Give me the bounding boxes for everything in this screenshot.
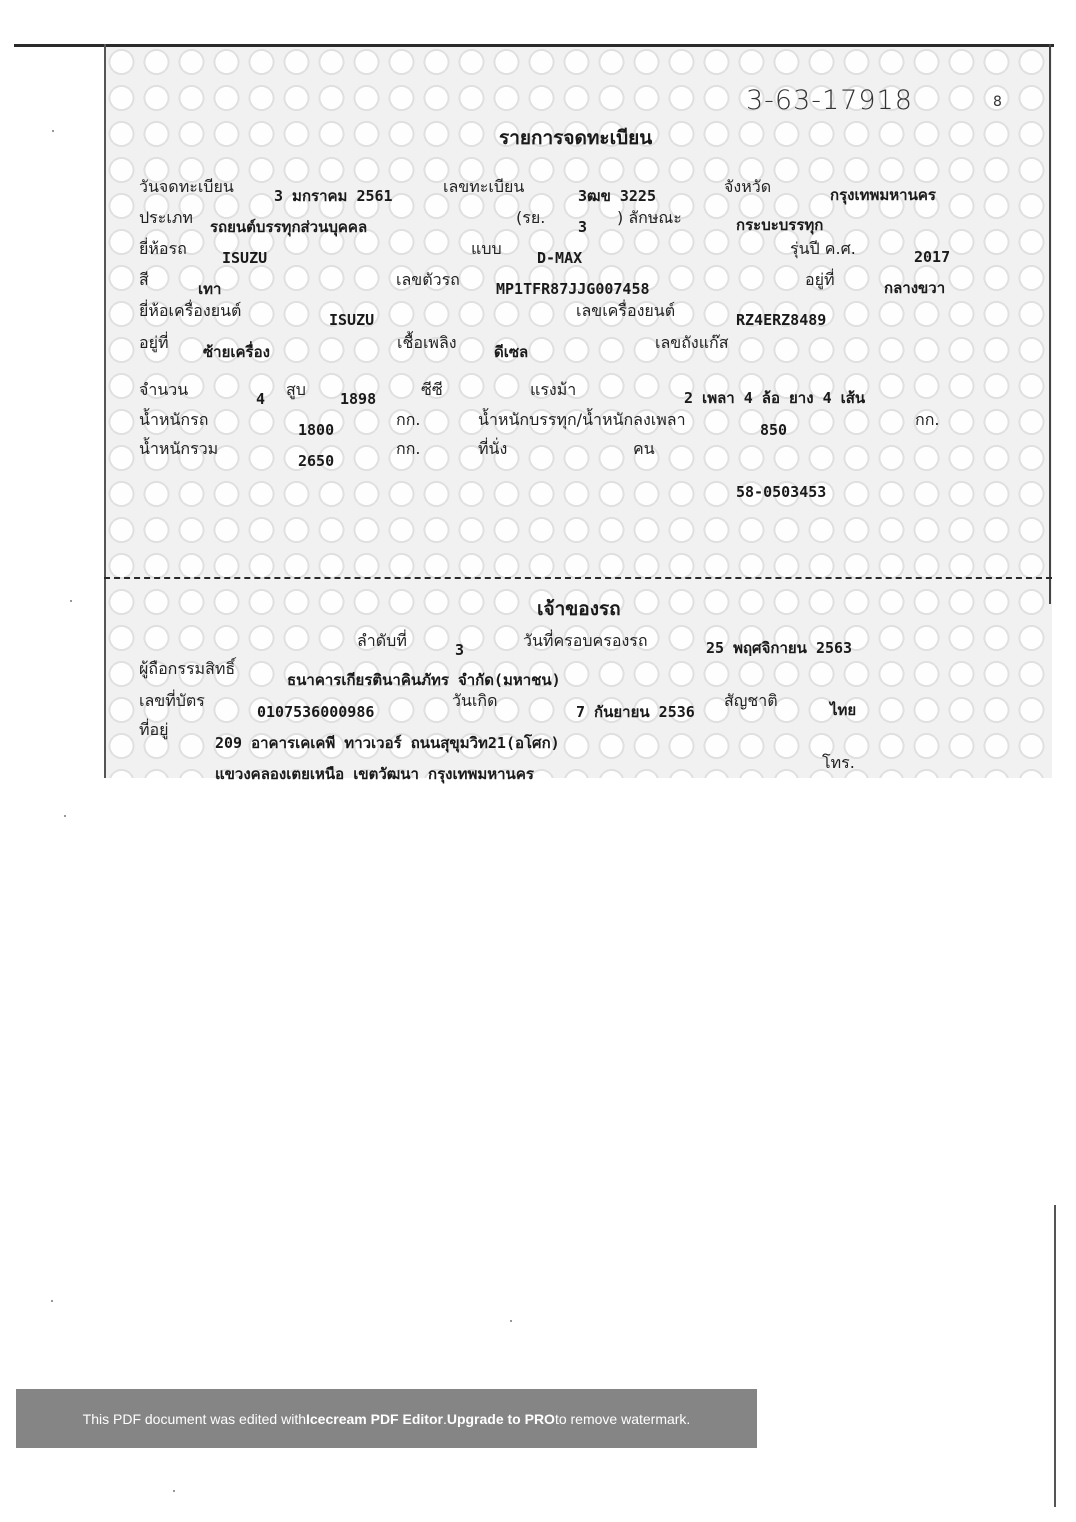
color-value: เทา xyxy=(198,280,222,298)
model-value: D-MAX xyxy=(537,249,583,267)
watermark-product: Icecream PDF Editor xyxy=(306,1410,443,1427)
possession-date-value: 25 พฤศจิกายน 2563 xyxy=(706,639,853,657)
brand-value: ISUZU xyxy=(222,249,268,267)
birth-value: 7 กันยายน 2536 xyxy=(576,703,695,721)
watermark-text-pre: This PDF document was edited with xyxy=(82,1410,306,1427)
horsepower-label: แรงม้า xyxy=(530,380,577,399)
id-label: เลขที่บัตร xyxy=(139,691,205,710)
chassis-loc-value: กลางขวา xyxy=(884,279,946,297)
cylinders-value: 4 xyxy=(256,390,266,408)
section-divider xyxy=(104,577,1052,579)
gas-tank-label: เลขถังแก๊ส xyxy=(655,333,729,352)
sequence-label: ลำดับที่ xyxy=(357,631,407,650)
cc-value: 1898 xyxy=(340,390,377,408)
scan-top-edge xyxy=(14,44,1054,47)
weight-value: 1800 xyxy=(298,421,335,439)
year-value: 2017 xyxy=(914,248,951,266)
chassis-value: MP1TFR87JJG007458 xyxy=(496,280,650,298)
year-label: รุ่นปี ค.ศ. xyxy=(790,239,856,258)
total-weight-value: 2650 xyxy=(298,452,335,470)
weight-unit: กก. xyxy=(396,410,421,429)
phone-label: โทร. xyxy=(822,753,855,772)
page-right-edge xyxy=(1054,1205,1056,1507)
editor-watermark xyxy=(16,1389,757,1448)
weight-label: น้ำหนักรถ xyxy=(139,410,209,429)
owner-title: เจ้าของรถ xyxy=(537,598,621,620)
ry-value: 3 xyxy=(578,218,588,236)
count-label: จำนวน xyxy=(139,380,189,399)
load-value: 850 xyxy=(760,421,788,439)
scan-speck xyxy=(52,130,54,132)
watermark-upgrade: Upgrade to PRO xyxy=(446,1410,555,1427)
file-number: 3-63-17918 xyxy=(746,85,913,116)
total-weight-unit: กก. xyxy=(396,439,421,458)
fuel-value: ดีเซล xyxy=(494,343,529,361)
scan-speck xyxy=(51,1300,53,1302)
engine-loc-value: ซ้ายเครื่อง xyxy=(203,343,270,361)
brand-label: ยี่ห้อรถ xyxy=(139,239,187,258)
province-label: จังหวัด xyxy=(724,177,772,196)
color-label: สี xyxy=(139,270,149,289)
type-label: ประเภท xyxy=(139,208,193,227)
character-label: ) ลักษณะ xyxy=(617,208,682,227)
nationality-value: ไทย xyxy=(830,701,857,719)
address-label: ที่อยู่ xyxy=(139,720,169,739)
axles-value: 2 เพลา 4 ล้อ ยาง 4 เส้น xyxy=(684,389,866,407)
possession-date-label: วันที่ครอบครองรถ xyxy=(523,631,648,650)
scan-speck xyxy=(64,815,66,817)
total-weight-label: น้ำหนักรวม xyxy=(139,439,219,458)
reg-date-value: 3 มกราคม 2561 xyxy=(274,187,393,205)
address-line-2: แขวงคลองเตยเหนือ เขตวัฒนา กรุงเทพมหานคร xyxy=(215,765,534,783)
scan-right-edge xyxy=(1049,44,1051,604)
watermark-text-mid: . xyxy=(442,1410,447,1427)
sequence-value: 3 xyxy=(455,641,465,659)
scan-speck xyxy=(70,600,72,602)
watermark-text-post: to remove watermark. xyxy=(554,1410,691,1427)
character-value: กระบะบรรทุก xyxy=(736,216,824,234)
scan-left-edge xyxy=(104,44,106,778)
seats-unit: คน xyxy=(633,439,655,458)
load-unit: กก. xyxy=(915,410,940,429)
reg-date-label: วันจดทะเบียน xyxy=(139,177,234,196)
load-label: น้ำหนักบรรทุก/น้ำหนักลงเพลา xyxy=(478,410,686,429)
address-line-1: 209 อาคารเคเคพี ทาวเวอร์ ถนนสุขุมวิท21(อโศก) xyxy=(215,734,560,752)
holder-label: ผู้ถือกรรมสิทธิ์ xyxy=(139,659,236,678)
province-value: กรุงเทพมหานคร xyxy=(830,186,936,204)
cc-label: ซีซี xyxy=(421,380,443,399)
type-value: รถยนต์บรรทุกส่วนบุคคล xyxy=(210,218,368,236)
engine-brand-label: ยี่ห้อเครื่องยนต์ xyxy=(139,301,242,320)
nationality-label: สัญชาติ xyxy=(724,691,778,710)
plate-label: เลขทะเบียน xyxy=(443,177,525,196)
engine-no-label: เลขเครื่องยนต์ xyxy=(576,301,676,320)
ry-label: (รย. xyxy=(516,208,546,227)
birth-label: วันเกิด xyxy=(452,691,498,710)
registration-title: รายการจดทะเบียน xyxy=(499,127,653,149)
seats-label: ที่นั่ง xyxy=(478,439,508,458)
scan-speck xyxy=(510,1320,512,1322)
page-number: 8 xyxy=(993,94,1002,110)
plate-value: 3ฒข 3225 xyxy=(578,187,656,205)
engine-brand-value: ISUZU xyxy=(329,311,375,329)
model-label: แบบ xyxy=(471,239,502,258)
scan-speck xyxy=(173,1490,175,1492)
holder-value: ธนาคารเกียรตินาคินภัทร จำกัด(มหาชน) xyxy=(287,671,561,689)
fuel-label: เชื้อเพลิง xyxy=(397,333,457,352)
chassis-label: เลขตัวรถ xyxy=(396,270,460,289)
engine-loc-label: อยู่ที่ xyxy=(139,333,169,352)
engine-no-value: RZ4ERZ8489 xyxy=(736,311,827,329)
reference-number: 58-0503453 xyxy=(736,483,827,501)
chassis-loc-label: อยู่ที่ xyxy=(805,270,835,289)
cylinders-label: สูบ xyxy=(286,380,306,399)
id-value: 0107536000986 xyxy=(257,703,375,721)
